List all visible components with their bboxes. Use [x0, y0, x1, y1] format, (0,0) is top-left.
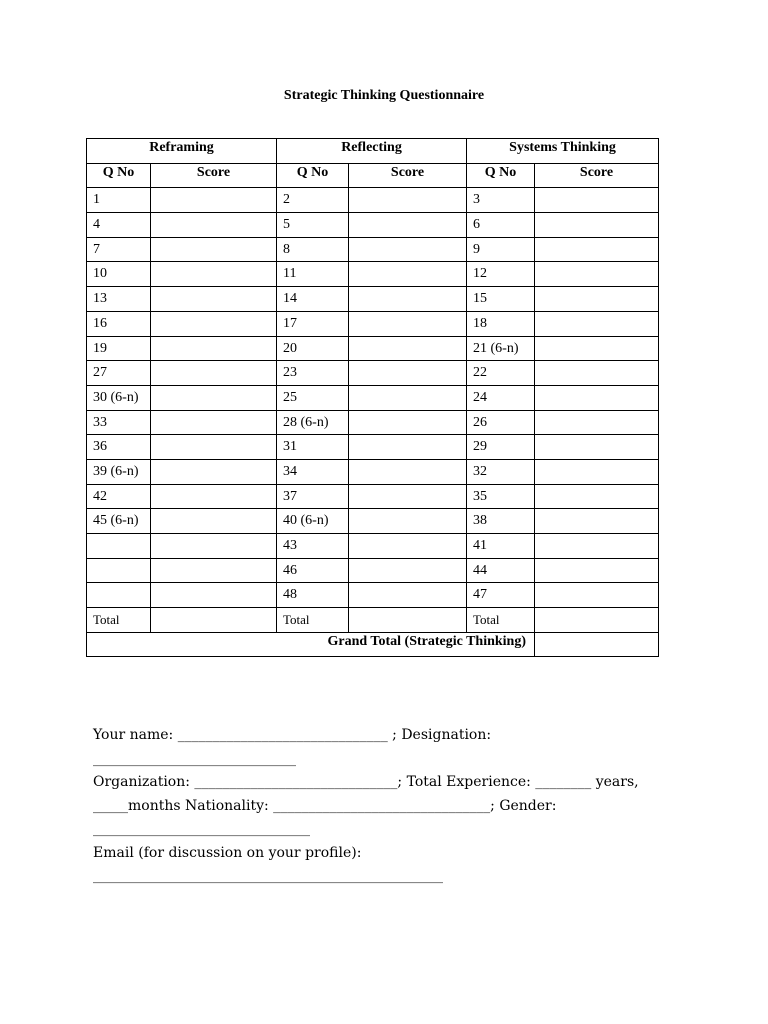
score-cell[interactable] — [535, 336, 659, 361]
question-number-cell: 4 — [87, 213, 151, 238]
score-header: Score — [349, 163, 467, 188]
question-number-cell: 16 — [87, 311, 151, 336]
question-number-cell: 39 (6-n) — [87, 459, 151, 484]
score-cell[interactable] — [535, 534, 659, 559]
score-cell[interactable] — [151, 336, 277, 361]
score-cell[interactable] — [349, 311, 467, 336]
total-label: Total — [87, 608, 151, 633]
question-number-cell: 13 — [87, 287, 151, 312]
score-cell[interactable] — [349, 262, 467, 287]
score-cell[interactable] — [151, 484, 277, 509]
question-number-cell: 22 — [467, 361, 535, 386]
table-row — [87, 534, 659, 559]
score-cell[interactable] — [151, 385, 277, 410]
score-cell[interactable] — [535, 262, 659, 287]
table-row — [87, 237, 659, 262]
score-cell[interactable] — [535, 459, 659, 484]
total-label: Total — [277, 608, 349, 633]
table-row — [87, 435, 659, 460]
form-line-gender-blank[interactable]: _______________________________ — [93, 821, 310, 837]
score-cell[interactable] — [349, 435, 467, 460]
question-number-cell — [87, 583, 151, 608]
table-row — [87, 583, 659, 608]
page-title: Strategic Thinking Questionnaire — [283, 88, 485, 103]
score-cell[interactable] — [349, 336, 467, 361]
table-row — [87, 361, 659, 386]
score-cell[interactable] — [151, 558, 277, 583]
score-cell[interactable] — [349, 558, 467, 583]
question-number-cell: 41 — [467, 534, 535, 559]
question-number-cell: 47 — [467, 583, 535, 608]
question-number-cell: 20 — [277, 336, 349, 361]
question-number-cell: 32 — [467, 459, 535, 484]
column-header-row — [87, 163, 659, 188]
table-row — [87, 213, 659, 238]
qno-header: Q No — [467, 163, 535, 188]
score-cell[interactable] — [535, 558, 659, 583]
question-number-cell: 25 — [277, 385, 349, 410]
score-cell[interactable] — [349, 287, 467, 312]
table-row — [87, 385, 659, 410]
score-cell[interactable] — [349, 583, 467, 608]
table-row — [87, 188, 659, 213]
question-number-cell: 45 (6-n) — [87, 509, 151, 534]
score-cell[interactable] — [349, 509, 467, 534]
question-number-cell — [87, 558, 151, 583]
question-number-cell: 18 — [467, 311, 535, 336]
score-cell[interactable] — [151, 262, 277, 287]
qno-header: Q No — [87, 163, 151, 188]
question-number-cell: 11 — [277, 262, 349, 287]
table-row — [87, 509, 659, 534]
score-cell[interactable] — [151, 287, 277, 312]
form-line-months-nationality-gender[interactable]: _____months Nationality: _______________________________; Gender: — [93, 797, 557, 814]
table-row — [87, 311, 659, 336]
total-score-cell[interactable] — [151, 608, 277, 633]
score-cell[interactable] — [535, 509, 659, 534]
total-score-cell[interactable] — [535, 608, 659, 633]
score-cell[interactable] — [535, 188, 659, 213]
score-cell[interactable] — [535, 410, 659, 435]
question-number-cell: 9 — [467, 237, 535, 262]
table-row — [87, 262, 659, 287]
question-number-cell: 3 — [467, 188, 535, 213]
question-number-cell: 21 (6-n) — [467, 336, 535, 361]
group-header-systems-thinking: Systems Thinking — [467, 139, 659, 164]
respondent-details-form — [93, 724, 673, 889]
score-cell[interactable] — [151, 435, 277, 460]
score-cell[interactable] — [151, 213, 277, 238]
grand-total-label: Grand Total (Strategic Thinking) — [87, 632, 535, 657]
score-cell[interactable] — [535, 583, 659, 608]
question-number-cell: 40 (6-n) — [277, 509, 349, 534]
grand-total-score-cell[interactable] — [535, 632, 659, 657]
question-number-cell: 17 — [277, 311, 349, 336]
question-number-cell: 2 — [277, 188, 349, 213]
score-cell[interactable] — [151, 509, 277, 534]
score-cell[interactable] — [535, 237, 659, 262]
question-number-cell: 10 — [87, 262, 151, 287]
question-number-cell: 29 — [467, 435, 535, 460]
question-number-cell: 48 — [277, 583, 349, 608]
question-number-cell: 35 — [467, 484, 535, 509]
grand-total-row — [87, 632, 659, 657]
question-number-cell: 34 — [277, 459, 349, 484]
score-cell[interactable] — [535, 435, 659, 460]
score-cell[interactable] — [535, 361, 659, 386]
question-number-cell: 24 — [467, 385, 535, 410]
form-line-email-label: Email (for discussion on your profile): — [93, 844, 362, 861]
form-line-email-blank[interactable]: __________________________________________________ — [93, 868, 443, 884]
form-line-designation-blank[interactable]: _____________________________ — [93, 750, 296, 767]
form-line-name-designation[interactable]: Your name: ______________________________ ; Designation: — [93, 727, 492, 743]
score-table — [86, 138, 659, 657]
form-line-organization-experience[interactable]: Organization: _____________________________; Total Experience: ________ years, — [93, 774, 639, 790]
score-cell[interactable] — [151, 361, 277, 386]
qno-header: Q No — [277, 163, 349, 188]
question-number-cell: 12 — [467, 262, 535, 287]
score-cell[interactable] — [151, 534, 277, 559]
score-cell[interactable] — [349, 484, 467, 509]
question-number-cell: 19 — [87, 336, 151, 361]
score-cell[interactable] — [535, 385, 659, 410]
question-number-cell: 38 — [467, 509, 535, 534]
score-cell[interactable] — [349, 237, 467, 262]
question-number-cell: 44 — [467, 558, 535, 583]
table-row — [87, 287, 659, 312]
table-row — [87, 484, 659, 509]
question-number-cell: 15 — [467, 287, 535, 312]
score-cell[interactable] — [349, 410, 467, 435]
question-number-cell: 36 — [87, 435, 151, 460]
score-cell[interactable] — [535, 213, 659, 238]
question-number-cell — [87, 534, 151, 559]
question-number-cell: 26 — [467, 410, 535, 435]
score-header: Score — [151, 163, 277, 188]
question-number-cell: 5 — [277, 213, 349, 238]
question-number-cell: 33 — [87, 410, 151, 435]
table-row — [87, 336, 659, 361]
group-header-reframing: Reframing — [87, 139, 277, 164]
question-number-cell: 27 — [87, 361, 151, 386]
score-cell[interactable] — [151, 237, 277, 262]
table-row — [87, 558, 659, 583]
score-cell[interactable] — [535, 311, 659, 336]
question-number-cell: 46 — [277, 558, 349, 583]
total-score-cell[interactable] — [349, 608, 467, 633]
question-number-cell: 37 — [277, 484, 349, 509]
score-cell[interactable] — [151, 410, 277, 435]
table-row — [87, 410, 659, 435]
score-cell[interactable] — [349, 213, 467, 238]
group-header-reflecting: Reflecting — [277, 139, 467, 164]
question-number-cell: 7 — [87, 237, 151, 262]
question-number-cell: 1 — [87, 188, 151, 213]
question-number-cell: 14 — [277, 287, 349, 312]
group-header-row — [87, 139, 659, 164]
score-cell[interactable] — [151, 459, 277, 484]
score-cell[interactable] — [151, 311, 277, 336]
question-number-cell: 8 — [277, 237, 349, 262]
score-cell[interactable] — [535, 484, 659, 509]
question-number-cell: 43 — [277, 534, 349, 559]
score-cell[interactable] — [349, 188, 467, 213]
table-row — [87, 459, 659, 484]
question-number-cell: 31 — [277, 435, 349, 460]
score-cell[interactable] — [535, 287, 659, 312]
total-label: Total — [467, 608, 535, 633]
score-header: Score — [535, 163, 659, 188]
question-number-cell: 28 (6-n) — [277, 410, 349, 435]
score-cell[interactable] — [349, 361, 467, 386]
score-table-body — [87, 188, 659, 608]
score-cell[interactable] — [349, 385, 467, 410]
question-number-cell: 23 — [277, 361, 349, 386]
total-row — [87, 608, 659, 633]
score-cell[interactable] — [151, 188, 277, 213]
score-cell[interactable] — [151, 583, 277, 608]
score-cell[interactable] — [349, 459, 467, 484]
question-number-cell: 42 — [87, 484, 151, 509]
question-number-cell: 6 — [467, 213, 535, 238]
question-number-cell: 30 (6-n) — [87, 385, 151, 410]
score-cell[interactable] — [349, 534, 467, 559]
